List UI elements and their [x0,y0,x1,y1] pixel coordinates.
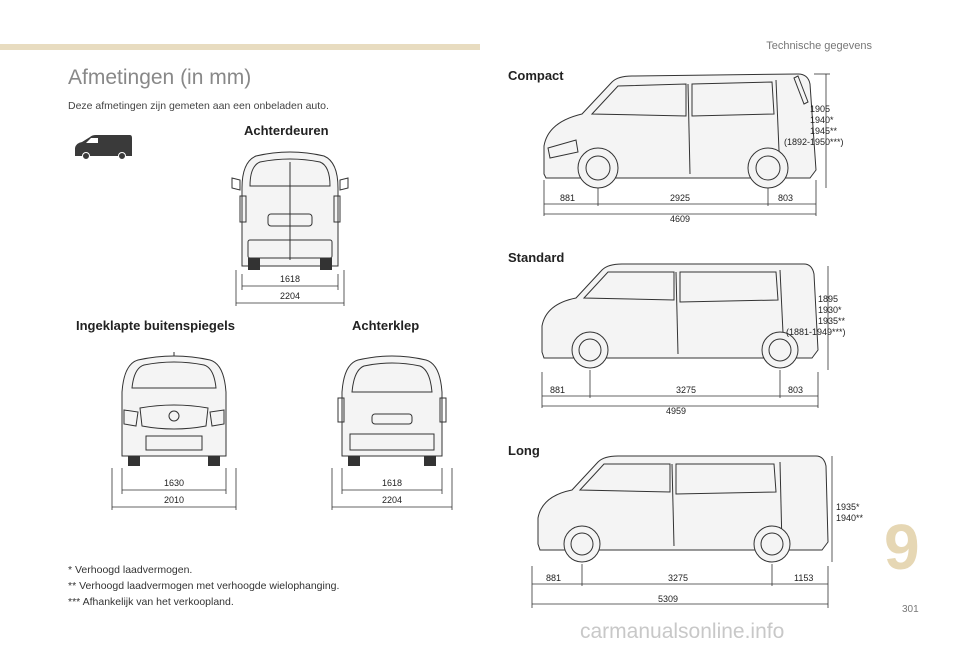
long-wheelbase: 3275 [668,573,689,583]
folded-mirrors-heading: Ingeklapte buitenspiegels [76,318,235,333]
standard-height-1: 1895 [818,294,839,304]
compact-front-overhang: 881 [560,193,576,203]
standard-total-length: 4959 [666,406,687,416]
compact-height-3: 1945** [810,126,838,136]
long-total-length: 5309 [658,594,679,604]
front-view-drawing [108,352,240,512]
standard-side-drawing [536,262,866,422]
standard-heading: Standard [508,250,565,265]
long-rear-overhang: 1153 [794,573,814,583]
long-side-drawing [532,452,862,612]
section-label: Technische gegevens [766,40,872,52]
long-height-1: 1935* [836,502,860,512]
compact-total-length: 4609 [670,214,691,224]
chapter-number: 9 [884,511,920,583]
tailgate-heading: Achterklep [352,318,420,333]
folded-mirrors-dim-inner: 1630 [164,478,185,488]
long-heading: Long [508,443,540,458]
footnote-3: *** Afhankelijk van het verkoopland. [68,596,234,608]
compact-rear-overhang: 803 [778,193,794,203]
tailgate-dim-outer: 2204 [382,495,403,505]
rear-doors-dim-inner: 1618 [280,274,301,284]
page-subtitle: Deze afmetingen zijn gemeten aan een onbeladen auto. [68,100,329,112]
compact-height-1: 1905 [810,104,831,114]
folded-mirrors-dim-outer: 2010 [164,495,185,505]
standard-height-4: (1881-1949***) [786,327,846,337]
page-title: Afmetingen (in mm) [68,66,252,89]
long-front-overhang: 881 [546,573,562,583]
watermark: carmanualsonline.info [580,620,785,643]
header-accent-bar [0,44,480,50]
standard-wheelbase: 3275 [676,385,697,395]
footnote-1: * Verhoogd laadvermogen. [68,564,193,576]
tailgate-dim-inner: 1618 [382,478,403,488]
long-height-2: 1940** [836,513,864,523]
compact-height-4: (1892-1950***) [784,137,844,147]
footnote-2: ** Verhoogd laadvermogen met verhoogde wielophanging. [68,580,340,592]
van-icon [72,134,134,160]
standard-rear-overhang: 803 [788,385,804,395]
rear-doors-heading: Achterdeuren [244,123,329,138]
compact-side-drawing [536,70,866,230]
rear-doors-drawing [220,148,360,308]
compact-height-2: 1940* [810,115,834,125]
compact-heading: Compact [508,68,564,83]
rear-doors-dim-outer: 2204 [280,291,301,301]
standard-front-overhang: 881 [550,385,566,395]
standard-height-2: 1930* [818,305,842,315]
tailgate-drawing [326,352,458,512]
page-number: 301 [902,604,919,615]
standard-height-3: 1935** [818,316,846,326]
compact-wheelbase: 2925 [670,193,691,203]
